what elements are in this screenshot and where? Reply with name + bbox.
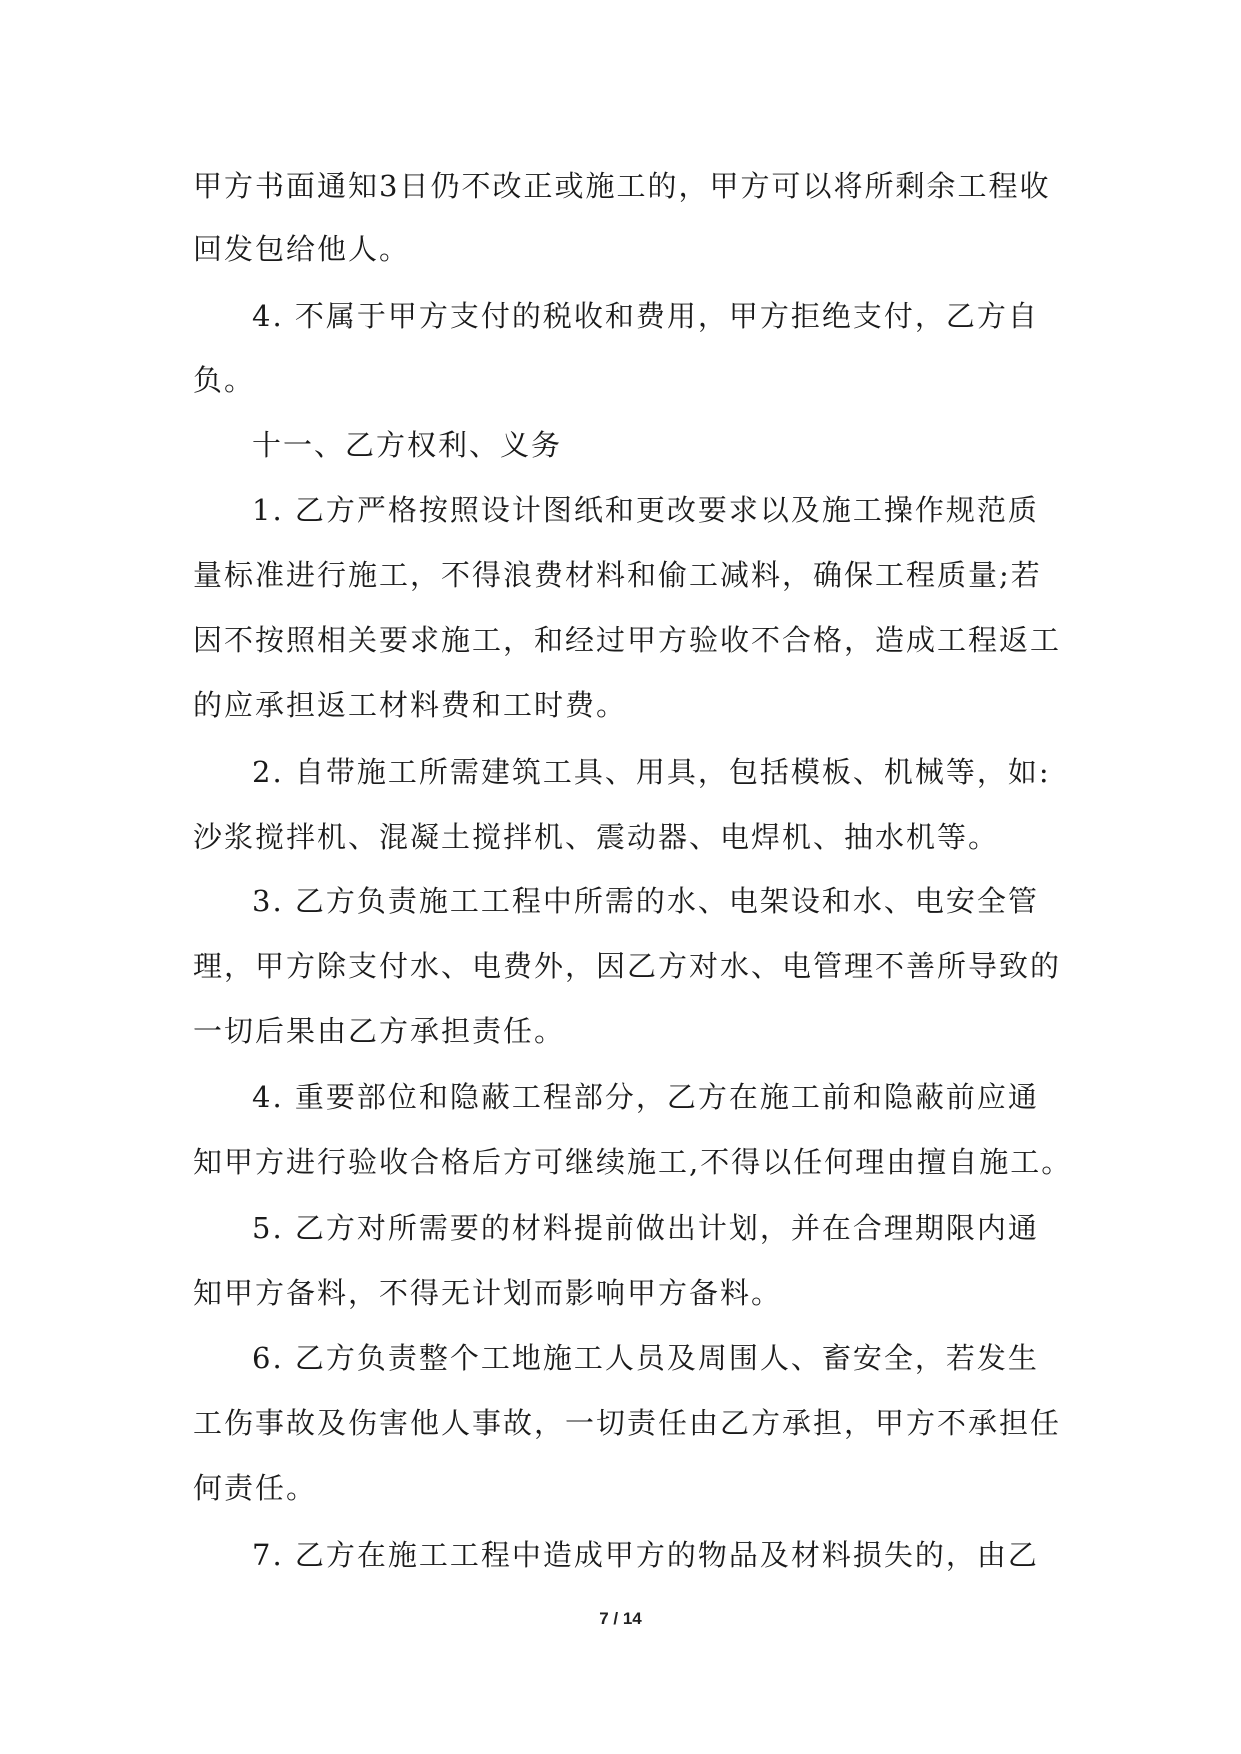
text-line: 量标准进行施工，不得浪费材料和偷工减料，确保工程质量;若 — [193, 558, 1042, 592]
text-line: 甲方书面通知3日仍不改正或施工的，甲方可以将所剩余工程收 — [193, 169, 1051, 203]
page-number: 7 / 14 — [599, 1609, 642, 1628]
text-line: 7. 乙方在施工工程中造成甲方的物品及材料损失的，由乙 — [252, 1538, 1039, 1572]
text-line: 1. 乙方严格按照设计图纸和更改要求以及施工操作规范质 — [252, 493, 1039, 527]
text-line: 负。 — [193, 363, 256, 397]
text-line: 2. 自带施工所需建筑工具、用具，包括模板、机械等，如: — [252, 755, 1051, 789]
text-line: 工伤事故及伤害他人事故，一切责任由乙方承担，甲方不承担任 — [193, 1406, 1062, 1440]
text-line: 理，甲方除支付水、电费外，因乙方对水、电管理不善所导致的 — [193, 949, 1062, 983]
text-line: 的应承担返工材料费和工时费。 — [193, 688, 628, 722]
text-line: 知甲方备料，不得无计划而影响甲方备料。 — [193, 1276, 783, 1310]
text-line: 3. 乙方负责施工工程中所需的水、电架设和水、电安全管 — [252, 884, 1039, 918]
text-line: 一切后果由乙方承担责任。 — [193, 1014, 566, 1048]
text-line: 4. 重要部位和隐蔽工程部分，乙方在施工前和隐蔽前应通 — [252, 1080, 1039, 1114]
text-line: 沙浆搅拌机、混凝土搅拌机、震动器、电焊机、抽水机等。 — [193, 820, 1000, 854]
text-line: 回发包给他人。 — [193, 232, 411, 266]
section-heading: 十一、乙方权利、义务 — [252, 428, 563, 462]
text-line: 4. 不属于甲方支付的税收和费用，甲方拒绝支付，乙方自 — [252, 299, 1039, 333]
text-line: 6. 乙方负责整个工地施工人员及周围人、畜安全，若发生 — [252, 1341, 1039, 1375]
text-line: 何责任。 — [193, 1471, 318, 1505]
text-line: 5. 乙方对所需要的材料提前做出计划，并在合理期限内通 — [252, 1211, 1039, 1245]
text-line: 知甲方进行验收合格后方可继续施工,不得以任何理由擅自施工。 — [193, 1145, 1073, 1179]
text-line: 因不按照相关要求施工，和经过甲方验收不合格，造成工程返工 — [193, 623, 1062, 657]
